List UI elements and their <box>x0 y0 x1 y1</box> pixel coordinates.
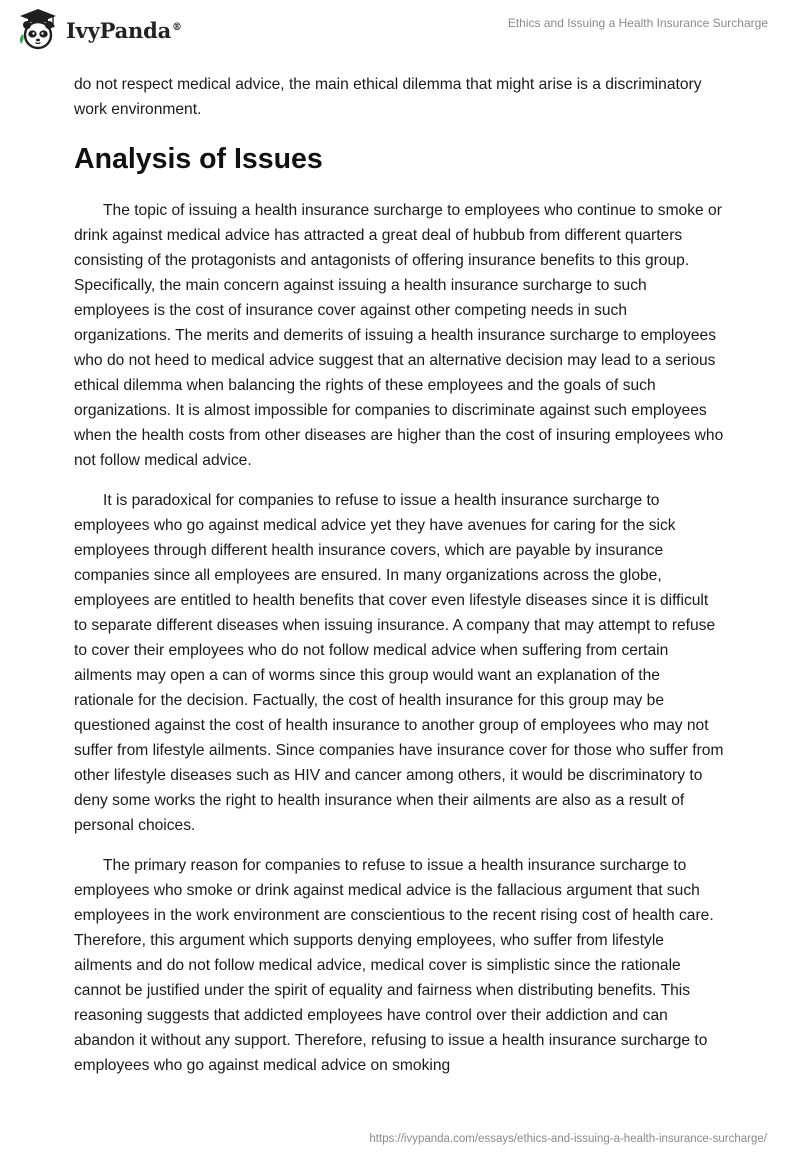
ivypanda-logo[interactable] <box>16 8 182 52</box>
intro-paragraph: do not respect medical advice, the main ethical dilemma that might arise is a discriminatory work environment. <box>74 76 702 118</box>
document-title: Ethics and Issuing a Health Insurance Surcharge <box>507 16 768 30</box>
panda-icon <box>16 8 60 52</box>
body-paragraph-3: The primary reason for companies to refuse to issue a health insurance surcharge to employees who smoke or drink against medical advice is the fallacious argument that such employees in the work environment are conscientious to the recent rising cost of health care. Therefore, this argument which supports denying employees, who suffer from lifestyle ailments and do not follow medical advice, medical cover is simplistic since the rationale cannot be justified under the spirit of equality and fairness when distributing benefits. This reasoning suggests that addicted employees have control over their addiction and can abandon it without any support. Therefore, refusing to issue a health insurance surcharge to employees who go against medical advice on smoking <box>74 857 714 1074</box>
section-heading: Analysis of Issues <box>74 143 323 175</box>
body-paragraph-1: The topic of issuing a health insurance surcharge to employees who continue to smoke or drink against medical advice has attracted a great deal of hubbub from different quarters consisting of the protagonists and antagonists of offering insurance benefits to this group. Specifically, the main concern against issuing a health insurance surcharge to such employees is the cost of insurance cover against other competing needs in such organizations. The merits and demerits of issuing a health insurance surcharge to employees who do not heed to medical advice suggest that an alternative decision may lead to a serious ethical dilemma when balancing the rights of these employees and the goals of such organizations. It is almost impossible for companies to discriminate against such employees when the health costs from other diseases are higher than the cost of insuring employees who not follow medical advice. <box>74 202 724 469</box>
page-header <box>0 0 800 62</box>
essay-content <box>74 72 724 1093</box>
body-paragraph-2: It is paradoxical for companies to refuse to issue a health insurance surcharge to employees who go against medical advice yet they have avenues for caring for the sick employees through different health insurance covers, which are payable by insurance companies since all employees are ensured. In many organizations across the globe, employees are entitled to health benefits that cover even lifestyle diseases since it is difficult to separate different diseases when issuing insurance. A company that may attempt to refuse to cover their employees who do not follow medical advice when suffering from certain ailments may open a can of worms since this group would want an explanation of the rationale for the decision. Factually, the cost of health insurance for this group may be questioned against the cost of health insurance to another group of employees who may not suffer from lifestyle ailments. Since companies have insurance cover for those who suffer from other lifestyle diseases such as HIV and cancer among others, it would be discriminatory to deny some works the right to health insurance when their ailments are also as a result of personal choices. <box>74 492 724 834</box>
logo-text: IvyPanda® <box>66 17 182 43</box>
source-url[interactable]: https://ivypanda.com/essays/ethics-and-issuing-a-health-insurance-surcharge/ <box>369 1133 767 1145</box>
